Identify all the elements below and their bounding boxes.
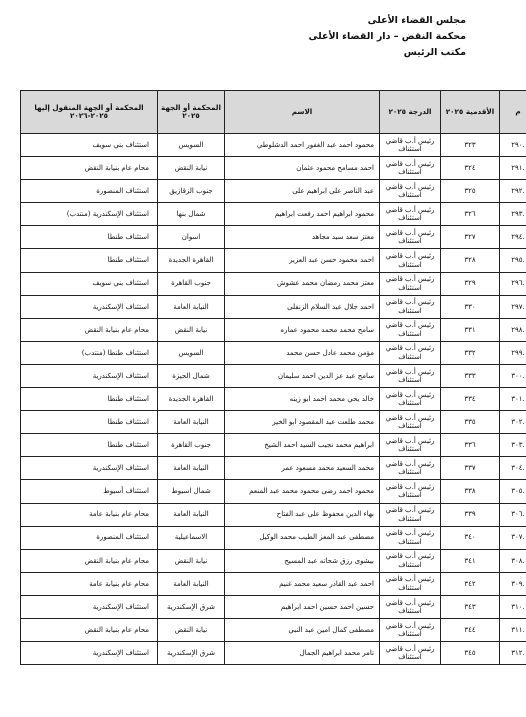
row-seniority: ٣٣٢: [441, 341, 500, 364]
row-court: جنوب القاهرة: [158, 434, 225, 457]
row-transfer: محام عام بنيابة النقض: [21, 318, 158, 341]
row-transfer: محام عام بنيابة عامة: [21, 503, 158, 526]
row-court: نيابة النقض: [158, 157, 225, 180]
table-row: [21, 203, 526, 226]
row-transfer: استئناف الإسكندرية (منتدب): [21, 203, 158, 226]
row-name: عبد الناصر على ابراهيم على: [225, 180, 380, 203]
row-seq: .٢٩٤: [500, 226, 526, 249]
row-transfer: محام عام بنيابة النقض: [21, 157, 158, 180]
row-transfer: استئناف بني سويف: [21, 134, 158, 157]
table-row: [21, 341, 526, 364]
row-degree: رئيس أ.ب قاضي استئناف: [380, 180, 441, 203]
row-transfer: استئناف طنطا: [21, 434, 158, 457]
row-degree: رئيس أ.ب قاضي استئناف: [380, 572, 441, 595]
row-seniority: ٣٢٥: [441, 180, 500, 203]
row-seniority: ٣٤٣: [441, 595, 500, 618]
row-seq: .٣١١: [500, 618, 526, 641]
row-court: شرق الإسكندرية: [158, 642, 225, 665]
row-court: القاهرة الجديدة: [158, 388, 225, 411]
row-court: النيابة العامة: [158, 295, 225, 318]
table-row: [21, 388, 526, 411]
row-seq: .٣٠٢: [500, 411, 526, 434]
row-seniority: ٣٣٠: [441, 295, 500, 318]
row-court: نيابة النقض: [158, 549, 225, 572]
row-seq: .٢٩٦: [500, 272, 526, 295]
row-degree: رئيس أ.ب قاضي استئناف: [380, 318, 441, 341]
row-seniority: ٣٤٤: [441, 618, 500, 641]
row-degree: رئيس أ.ب قاضي استئناف: [380, 157, 441, 180]
row-transfer: استئناف أسيوط: [21, 480, 158, 503]
row-court: جنوب القاهرة: [158, 272, 225, 295]
row-transfer: استئناف طنطا: [21, 249, 158, 272]
row-transfer: استئناف بني سويف: [21, 272, 158, 295]
row-court: جنوب الزقازيق: [158, 180, 225, 203]
row-court: السويس: [158, 341, 225, 364]
row-name: مصطفى كمال امين عبد النبي: [225, 618, 380, 641]
row-seq: .٣٠٠: [500, 364, 526, 387]
row-name: محمد طلعت عبد المقصود ابو الخير: [225, 411, 380, 434]
row-court: اسوان: [158, 226, 225, 249]
row-seniority: ٣٣١: [441, 318, 500, 341]
row-court: شمال اسيوط: [158, 480, 225, 503]
row-seniority: ٣٣٨: [441, 480, 500, 503]
row-name: حسين احمد حسين احمد ابراهيم: [225, 595, 380, 618]
row-degree: رئيس أ.ب قاضي استئناف: [380, 341, 441, 364]
row-court: شمال بنها: [158, 203, 225, 226]
row-court: النيابة العامة: [158, 503, 225, 526]
table-row: [21, 480, 526, 503]
table-row: [21, 457, 526, 480]
row-seq: .٣٠٣: [500, 434, 526, 457]
row-transfer: استئناف الإسكندرية: [21, 642, 158, 665]
row-transfer: محام عام بنيابة النقض: [21, 618, 158, 641]
row-name: احمد مسامح محمود عثمان: [225, 157, 380, 180]
table-row: [21, 180, 526, 203]
row-seq: .٣٠٤: [500, 457, 526, 480]
row-name: معتز محمد رمضان محمد عشوش: [225, 272, 380, 295]
table-row: [21, 364, 526, 387]
council-title: مجلس القضاء الأعلى: [367, 15, 466, 26]
row-seniority: ٣٤١: [441, 549, 500, 572]
row-transfer: استئناف المنصورة: [21, 526, 158, 549]
table-row: [21, 226, 526, 249]
row-court: النيابة العامة: [158, 411, 225, 434]
row-degree: رئيس أ.ب قاضي استئناف: [380, 526, 441, 549]
row-name: بهاء الدين محفوظ على عبد الفتاح: [225, 503, 380, 526]
table-row: [21, 318, 526, 341]
row-seniority: ٣٣٤: [441, 388, 500, 411]
row-transfer: استئناف الإسكندرية: [21, 595, 158, 618]
row-seq: .٣١٠: [500, 595, 526, 618]
row-transfer: استئناف طنطا: [21, 411, 158, 434]
row-transfer: محام عام بنيابة عامة: [21, 572, 158, 595]
office-title: مكتب الرئيس: [403, 47, 466, 58]
row-seniority: ٣٢٨: [441, 249, 500, 272]
row-degree: رئيس أ.ب قاضي استئناف: [380, 226, 441, 249]
table-row: [21, 249, 526, 272]
row-court: النيابة العامة: [158, 457, 225, 480]
row-degree: رئيس أ.ب قاضي استئناف: [380, 434, 441, 457]
header-seq: م: [500, 91, 526, 134]
row-name: سامح عبد عز الدين احمد سليمان: [225, 364, 380, 387]
row-degree: رئيس أ.ب قاضي استئناف: [380, 134, 441, 157]
row-name: محمود ابراهيم احمد رفعت ابراهيم: [225, 203, 380, 226]
row-name: احمد عبد القادر سعيد محمد غنيم: [225, 572, 380, 595]
row-court: القاهرة الجديدة: [158, 249, 225, 272]
row-name: سامح محمد محمد محمود عماره: [225, 318, 380, 341]
header-transfer: المحكمة أو الجهة المنقول إليها ٢٠٢٥-٢٠٢٦: [21, 91, 158, 134]
row-degree: رئيس أ.ب قاضي استئناف: [380, 595, 441, 618]
row-name: احمد جلال عبد السلام الزنفلى: [225, 295, 380, 318]
row-court: نيابة النقض: [158, 318, 225, 341]
row-degree: رئيس أ.ب قاضي استئناف: [380, 411, 441, 434]
row-name: احمد محمود حسن عبد العزيز: [225, 249, 380, 272]
row-court: الاسماعيلية: [158, 526, 225, 549]
table-row: [21, 157, 526, 180]
row-name: خالد يحي محمد احمد ابو زينه: [225, 388, 380, 411]
row-seq: .٢٩٣: [500, 203, 526, 226]
row-seq: .٣٠٦: [500, 503, 526, 526]
row-seq: .٢٩٢: [500, 180, 526, 203]
row-seniority: ٣٣٣: [441, 364, 500, 387]
header-degree: الدرجة ٢٠٢٥: [380, 91, 441, 134]
row-court: نيابة النقض: [158, 618, 225, 641]
row-transfer: استئناف الإسكندرية: [21, 295, 158, 318]
row-seq: .٢٩٩: [500, 341, 526, 364]
row-seq: .٣١٢: [500, 642, 526, 665]
table-row: [21, 642, 526, 665]
row-name: ابراهيم محمد نجيب السيد احمد الشيخ: [225, 434, 380, 457]
table-row: [21, 272, 526, 295]
row-seq: .٣٠٨: [500, 549, 526, 572]
row-degree: رئيس أ.ب قاضي استئناف: [380, 364, 441, 387]
row-seq: .٢٩٠: [500, 134, 526, 157]
row-seniority: ٣٢٤: [441, 157, 500, 180]
row-seq: .٣٠٧: [500, 526, 526, 549]
row-transfer: استئناف طنطا (منتدب): [21, 341, 158, 364]
row-seq: .٢٩٥: [500, 249, 526, 272]
row-transfer: استئناف المنصورة: [21, 180, 158, 203]
table-row: [21, 434, 526, 457]
table-row: [21, 134, 526, 157]
row-transfer: محام عام بنيابة النقض: [21, 549, 158, 572]
row-transfer: استئناف طنطا: [21, 388, 158, 411]
table-row: [21, 595, 526, 618]
row-degree: رئيس أ.ب قاضي استئناف: [380, 549, 441, 572]
row-name: بيشوى رزق شحاته عبد المسيح: [225, 549, 380, 572]
row-court: شمال الجيزة: [158, 364, 225, 387]
row-name: مؤمن محمد عادل حسن محمد: [225, 341, 380, 364]
row-seq: .٣٠٥: [500, 480, 526, 503]
table-row: [21, 411, 526, 434]
judges-table: [20, 90, 526, 665]
row-degree: رئيس أ.ب قاضي استئناف: [380, 642, 441, 665]
row-transfer: استئناف الإسكندرية: [21, 364, 158, 387]
row-degree: رئيس أ.ب قاضي استئناف: [380, 249, 441, 272]
row-seniority: ٣٢٧: [441, 226, 500, 249]
row-degree: رئيس أ.ب قاضي استئناف: [380, 503, 441, 526]
row-court: شرق الإسكندرية: [158, 595, 225, 618]
row-seniority: ٣٤٥: [441, 642, 500, 665]
row-degree: رئيس أ.ب قاضي استئناف: [380, 457, 441, 480]
row-transfer: استئناف طنطا: [21, 226, 158, 249]
row-degree: رئيس أ.ب قاضي استئناف: [380, 203, 441, 226]
row-seniority: ٣٤٢: [441, 572, 500, 595]
row-seniority: ٣٤٠: [441, 526, 500, 549]
row-seq: .٣٠١: [500, 388, 526, 411]
row-name: محمود احمد عبد الغفور احمد الدشلوطي: [225, 134, 380, 157]
row-seniority: ٣٣٦: [441, 434, 500, 457]
row-seniority: ٣٢٦: [441, 203, 500, 226]
row-degree: رئيس أ.ب قاضي استئناف: [380, 618, 441, 641]
row-seniority: ٣٣٧: [441, 457, 500, 480]
row-degree: رئيس أ.ب قاضي استئناف: [380, 480, 441, 503]
table-row: [21, 295, 526, 318]
row-name: محمود احمد رضى محمود محمد عبد المنعم: [225, 480, 380, 503]
row-name: مصطفى عبد المعز الطيب محمد الوكيل: [225, 526, 380, 549]
row-seq: .٢٩٨: [500, 318, 526, 341]
header-court: المحكمة أو الجهة ٢٠٢٥: [158, 91, 225, 134]
row-name: معتز سعد سيد مجاهد: [225, 226, 380, 249]
table-row: [21, 526, 526, 549]
row-seniority: ٣٢٩: [441, 272, 500, 295]
row-court: السويس: [158, 134, 225, 157]
row-seq: .٢٩٧: [500, 295, 526, 318]
row-seq: .٣٠٩: [500, 572, 526, 595]
table-row: [21, 503, 526, 526]
table-row: [21, 572, 526, 595]
table-row: [21, 549, 526, 572]
row-court: النيابة العامة: [158, 572, 225, 595]
row-seq: .٢٩١: [500, 157, 526, 180]
court-title: محكمة النقض – دار القضاء الأعلى: [308, 31, 466, 42]
row-degree: رئيس أ.ب قاضي استئناف: [380, 272, 441, 295]
row-seniority: ٣٣٥: [441, 411, 500, 434]
row-transfer: استئناف الإسكندرية: [21, 457, 158, 480]
row-name: محمد السعيد محمد مسعود عمر: [225, 457, 380, 480]
row-seniority: ٣٣٩: [441, 503, 500, 526]
header-name: الاسم: [225, 91, 380, 134]
table-header-row: [21, 91, 526, 134]
row-seniority: ٣٢٣: [441, 134, 500, 157]
table-row: [21, 618, 526, 641]
row-degree: رئيس أ.ب قاضي استئناف: [380, 295, 441, 318]
row-name: تامر محمد ابراهيم الجمال: [225, 642, 380, 665]
header-seniority: الأقدمية ٢٠٢٥: [441, 91, 500, 134]
row-degree: رئيس أ.ب قاضي استئناف: [380, 388, 441, 411]
